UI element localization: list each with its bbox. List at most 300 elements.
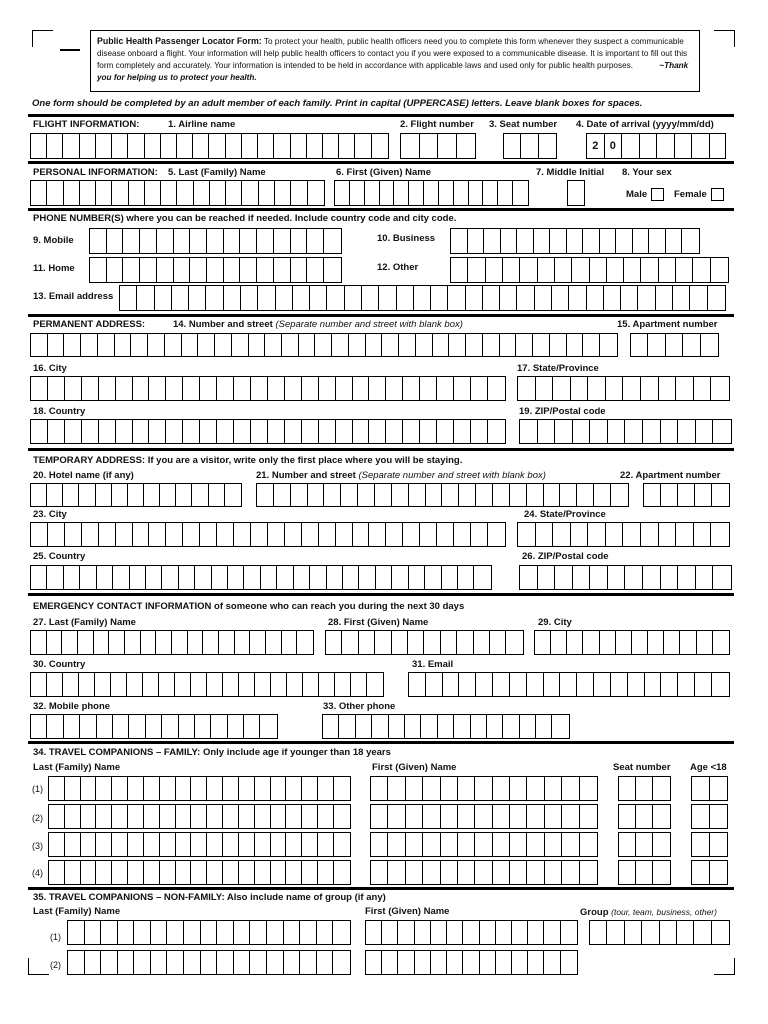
character-cell[interactable] [371,777,388,800]
character-cell[interactable] [64,334,81,356]
character-cell[interactable] [569,286,586,310]
character-cell[interactable] [561,921,577,944]
character-cell[interactable] [167,921,184,944]
perm-state-input[interactable] [517,376,730,401]
character-cell[interactable] [224,229,241,253]
character-cell[interactable] [712,921,729,944]
character-cell[interactable] [156,631,172,654]
character-cell[interactable] [545,805,562,828]
character-cell[interactable] [271,673,287,696]
character-cell[interactable] [285,377,302,400]
character-cell[interactable] [633,229,650,253]
character-cell[interactable] [388,861,405,884]
character-cell[interactable] [323,715,339,738]
character-cell[interactable] [458,777,475,800]
character-cell[interactable] [493,805,510,828]
character-cell[interactable] [406,833,423,856]
family-first-input-2[interactable] [370,804,598,829]
em-last-input[interactable] [30,630,314,655]
character-cell[interactable] [661,566,679,589]
character-cell[interactable] [449,334,466,356]
character-cell[interactable] [242,134,258,158]
character-cell[interactable] [336,523,353,546]
character-cell[interactable] [644,484,661,506]
character-cell[interactable] [96,861,112,884]
character-cell[interactable] [399,334,416,356]
character-cell[interactable] [324,484,341,506]
character-cell[interactable] [469,181,484,205]
character-cell[interactable] [552,286,569,310]
character-cell[interactable] [628,673,645,696]
character-cell[interactable] [143,673,159,696]
character-cell[interactable] [116,523,133,546]
character-cell[interactable] [31,566,47,589]
character-cell[interactable] [607,921,624,944]
character-cell[interactable] [403,420,420,443]
character-cell[interactable] [251,377,268,400]
character-cell[interactable] [149,420,166,443]
em-city-input[interactable] [534,630,730,655]
character-cell[interactable] [133,523,150,546]
character-cell[interactable] [409,566,425,589]
character-cell[interactable] [250,951,267,974]
character-cell[interactable] [183,523,200,546]
character-cell[interactable] [234,420,251,443]
character-cell[interactable] [318,833,334,856]
character-cell[interactable] [493,833,510,856]
character-cell[interactable] [625,566,643,589]
character-cell[interactable] [326,631,342,654]
character-cell[interactable] [550,334,567,356]
last-name-input[interactable] [30,180,325,206]
character-cell[interactable] [112,861,128,884]
character-cell[interactable] [398,921,414,944]
character-cell[interactable] [302,861,318,884]
character-cell[interactable] [131,334,148,356]
character-cell[interactable] [711,258,728,282]
character-cell[interactable] [239,861,255,884]
character-cell[interactable] [454,377,471,400]
character-cell[interactable] [545,833,562,856]
first-name-input[interactable] [334,180,529,206]
character-cell[interactable] [324,229,341,253]
character-cell[interactable] [466,286,483,310]
character-cell[interactable] [160,484,176,506]
character-cell[interactable] [336,420,353,443]
business-input[interactable] [450,228,700,254]
family-seat-input-2[interactable] [618,804,671,829]
character-cell[interactable] [302,420,319,443]
character-cell[interactable] [692,861,710,884]
character-cell[interactable] [183,377,200,400]
character-cell[interactable] [457,134,476,158]
character-cell[interactable] [372,715,388,738]
character-cell[interactable] [468,258,485,282]
character-cell[interactable] [536,523,554,546]
character-cell[interactable] [500,334,517,356]
character-cell[interactable] [659,377,677,400]
character-cell[interactable] [300,921,317,944]
character-cell[interactable] [398,951,414,974]
character-cell[interactable] [176,484,192,506]
character-cell[interactable] [333,921,350,944]
character-cell[interactable] [712,673,729,696]
character-cell[interactable] [676,258,693,282]
character-cell[interactable] [191,861,207,884]
character-cell[interactable] [207,777,223,800]
character-cell[interactable] [447,921,463,944]
character-cell[interactable] [335,181,350,205]
character-cell[interactable] [694,921,711,944]
character-cell[interactable] [191,805,207,828]
character-cell[interactable] [713,631,729,654]
character-cell[interactable] [302,833,318,856]
character-cell[interactable] [375,484,392,506]
character-cell[interactable] [319,673,335,696]
character-cell[interactable] [310,286,327,310]
character-cell[interactable] [520,566,538,589]
character-cell[interactable] [94,631,110,654]
character-cell[interactable] [149,377,166,400]
character-cell[interactable] [501,229,518,253]
character-cell[interactable] [284,921,301,944]
character-cell[interactable] [555,420,573,443]
em-country-input[interactable] [30,672,384,697]
character-cell[interactable] [303,673,319,696]
character-cell[interactable] [560,673,577,696]
character-cell[interactable] [424,181,439,205]
family-first-input-3[interactable] [370,832,598,857]
character-cell[interactable] [249,334,266,356]
character-cell[interactable] [483,286,500,310]
character-cell[interactable] [161,134,177,158]
character-cell[interactable] [552,715,568,738]
character-cell[interactable] [129,715,145,738]
mobile-input[interactable] [89,228,342,254]
character-cell[interactable] [661,420,679,443]
character-cell[interactable] [353,523,370,546]
character-cell[interactable] [90,258,107,282]
family-seat-input-4[interactable] [618,860,671,885]
character-cell[interactable] [454,181,469,205]
character-cell[interactable] [454,523,471,546]
home-input[interactable] [89,257,342,283]
character-cell[interactable] [594,484,611,506]
character-cell[interactable] [580,833,597,856]
character-cell[interactable] [275,181,291,205]
character-cell[interactable] [144,805,160,828]
character-cell[interactable] [420,377,437,400]
character-cell[interactable] [536,715,552,738]
character-cell[interactable] [327,566,343,589]
character-cell[interactable] [207,258,224,282]
character-cell[interactable] [217,377,234,400]
character-cell[interactable] [258,286,275,310]
character-cell[interactable] [118,921,135,944]
character-cell[interactable] [600,631,616,654]
character-cell[interactable] [282,631,298,654]
character-cell[interactable] [562,833,579,856]
character-cell[interactable] [130,566,146,589]
character-cell[interactable] [223,805,239,828]
character-cell[interactable] [371,805,388,828]
character-cell[interactable] [224,286,241,310]
character-cell[interactable] [332,334,349,356]
character-cell[interactable] [345,286,362,310]
character-cell[interactable] [442,484,459,506]
character-cell[interactable] [223,673,239,696]
character-cell[interactable] [459,673,476,696]
character-cell[interactable] [498,181,513,205]
character-cell[interactable] [433,334,450,356]
character-cell[interactable] [65,861,81,884]
character-cell[interactable] [271,777,287,800]
character-cell[interactable] [244,566,260,589]
family-seat-input-1[interactable] [618,776,671,801]
character-cell[interactable] [115,334,132,356]
perm-street-input[interactable] [30,333,618,357]
character-cell[interactable] [302,777,318,800]
character-cell[interactable] [382,921,398,944]
character-cell[interactable] [146,715,162,738]
character-cell[interactable] [31,715,47,738]
character-cell[interactable] [608,566,626,589]
character-cell[interactable] [31,484,47,506]
character-cell[interactable] [678,673,695,696]
character-cell[interactable] [212,566,228,589]
character-cell[interactable] [291,181,307,205]
character-cell[interactable] [307,229,324,253]
character-cell[interactable] [538,258,555,282]
character-cell[interactable] [653,833,670,856]
character-cell[interactable] [166,523,183,546]
character-cell[interactable] [619,861,636,884]
character-cell[interactable] [458,805,475,828]
character-cell[interactable] [81,777,97,800]
character-cell[interactable] [500,286,517,310]
character-cell[interactable] [200,420,217,443]
nonfamily-last-input-2[interactable] [67,950,351,975]
character-cell[interactable] [471,715,487,738]
character-cell[interactable] [611,673,628,696]
character-cell[interactable] [475,805,492,828]
character-cell[interactable] [372,134,388,158]
character-cell[interactable] [217,523,234,546]
character-cell[interactable] [176,833,192,856]
character-cell[interactable] [454,715,470,738]
character-cell[interactable] [31,420,48,443]
character-cell[interactable] [271,805,287,828]
character-cell[interactable] [653,777,670,800]
character-cell[interactable] [353,377,370,400]
character-cell[interactable] [184,951,201,974]
character-cell[interactable] [65,523,82,546]
perm-zip-input[interactable] [519,419,732,444]
character-cell[interactable] [209,484,225,506]
character-cell[interactable] [128,833,144,856]
character-cell[interactable] [99,377,116,400]
character-cell[interactable] [207,229,224,253]
character-cell[interactable] [318,805,334,828]
character-cell[interactable] [527,861,544,884]
character-cell[interactable] [414,286,431,310]
character-cell[interactable] [318,861,334,884]
character-cell[interactable] [49,777,65,800]
character-cell[interactable] [353,420,370,443]
character-cell[interactable] [534,229,551,253]
character-cell[interactable] [409,484,426,506]
character-cell[interactable] [165,334,182,356]
character-cell[interactable] [339,134,355,158]
character-cell[interactable] [371,833,388,856]
character-cell[interactable] [277,566,293,589]
character-cell[interactable] [503,258,520,282]
character-cell[interactable] [291,484,308,506]
character-cell[interactable] [234,921,251,944]
character-cell[interactable] [475,777,492,800]
character-cell[interactable] [406,805,423,828]
character-cell[interactable] [291,134,307,158]
character-cell[interactable] [191,833,207,856]
character-cell[interactable] [625,420,643,443]
character-cell[interactable] [580,805,597,828]
character-cell[interactable] [550,229,567,253]
character-cell[interactable] [421,715,437,738]
character-cell[interactable] [528,951,544,974]
character-cell[interactable] [308,181,324,205]
sex-female-option[interactable] [674,188,724,201]
character-cell[interactable] [645,673,662,696]
character-cell[interactable] [177,134,193,158]
character-cell[interactable] [666,334,683,356]
character-cell[interactable] [339,715,355,738]
character-cell[interactable] [293,286,310,310]
character-cell[interactable] [475,861,492,884]
character-cell[interactable] [527,777,544,800]
character-cell[interactable] [228,566,244,589]
character-cell[interactable] [192,484,208,506]
character-cell[interactable] [317,951,334,974]
character-cell[interactable] [226,134,242,158]
character-cell[interactable] [623,523,641,546]
character-cell[interactable] [371,861,388,884]
character-cell[interactable] [191,673,207,696]
character-cell[interactable] [144,484,160,506]
character-cell[interactable] [425,566,441,589]
character-cell[interactable] [257,258,274,282]
character-cell[interactable] [636,833,653,856]
character-cell[interactable] [176,805,192,828]
character-cell[interactable] [198,334,215,356]
character-cell[interactable] [533,334,550,356]
character-cell[interactable] [616,229,633,253]
character-cell[interactable] [577,673,594,696]
character-cell[interactable] [710,861,728,884]
character-cell[interactable] [420,134,439,158]
character-cell[interactable] [223,833,239,856]
character-cell[interactable] [334,861,350,884]
character-cell[interactable] [284,951,301,974]
character-cell[interactable] [134,921,151,944]
character-cell[interactable] [151,921,168,944]
character-cell[interactable] [85,951,102,974]
character-cell[interactable] [604,286,621,310]
character-cell[interactable] [286,777,302,800]
family-last-input-3[interactable] [48,832,351,857]
character-cell[interactable] [176,777,192,800]
character-cell[interactable] [133,377,150,400]
character-cell[interactable] [95,673,111,696]
character-cell[interactable] [517,286,534,310]
character-cell[interactable] [179,715,195,738]
character-cell[interactable] [483,181,498,205]
character-cell[interactable] [47,715,63,738]
character-cell[interactable] [219,631,235,654]
character-cell[interactable] [31,134,47,158]
character-cell[interactable] [349,334,366,356]
character-cell[interactable] [96,833,112,856]
perm-apartment-input[interactable] [630,333,719,357]
character-cell[interactable] [713,420,731,443]
character-cell[interactable] [113,566,129,589]
character-cell[interactable] [261,566,277,589]
character-cell[interactable] [96,805,112,828]
character-cell[interactable] [659,258,676,282]
character-cell[interactable] [401,134,420,158]
character-cell[interactable] [474,631,490,654]
character-cell[interactable] [643,566,661,589]
character-cell[interactable] [490,631,506,654]
character-cell[interactable] [255,673,271,696]
character-cell[interactable] [267,921,284,944]
seat-input[interactable] [503,133,557,159]
character-cell[interactable] [471,523,488,546]
character-cell[interactable] [512,921,528,944]
character-cell[interactable] [31,673,47,696]
flight-number-input[interactable] [400,133,476,159]
character-cell[interactable] [415,951,431,974]
character-cell[interactable] [483,334,500,356]
character-cell[interactable] [420,420,437,443]
character-cell[interactable] [568,181,584,205]
character-cell[interactable] [123,229,140,253]
character-cell[interactable] [80,181,96,205]
character-cell[interactable] [488,523,505,546]
character-cell[interactable] [65,805,81,828]
character-cell[interactable] [209,134,225,158]
family-age-input-4[interactable] [691,860,728,885]
character-cell[interactable] [438,715,454,738]
character-cell[interactable] [653,805,670,828]
character-cell[interactable] [366,334,383,356]
character-cell[interactable] [382,334,399,356]
character-cell[interactable] [521,134,538,158]
character-cell[interactable] [207,861,223,884]
character-cell[interactable] [250,631,266,654]
character-cell[interactable] [619,833,636,856]
character-cell[interactable] [677,921,694,944]
character-cell[interactable] [308,484,325,506]
character-cell[interactable] [590,420,608,443]
character-cell[interactable] [437,377,454,400]
character-cell[interactable] [307,134,323,158]
character-cell[interactable] [528,921,544,944]
character-cell[interactable] [47,134,63,158]
perm-city-input[interactable] [30,376,506,401]
character-cell[interactable] [710,777,728,800]
character-cell[interactable] [62,631,78,654]
character-cell[interactable] [206,286,223,310]
